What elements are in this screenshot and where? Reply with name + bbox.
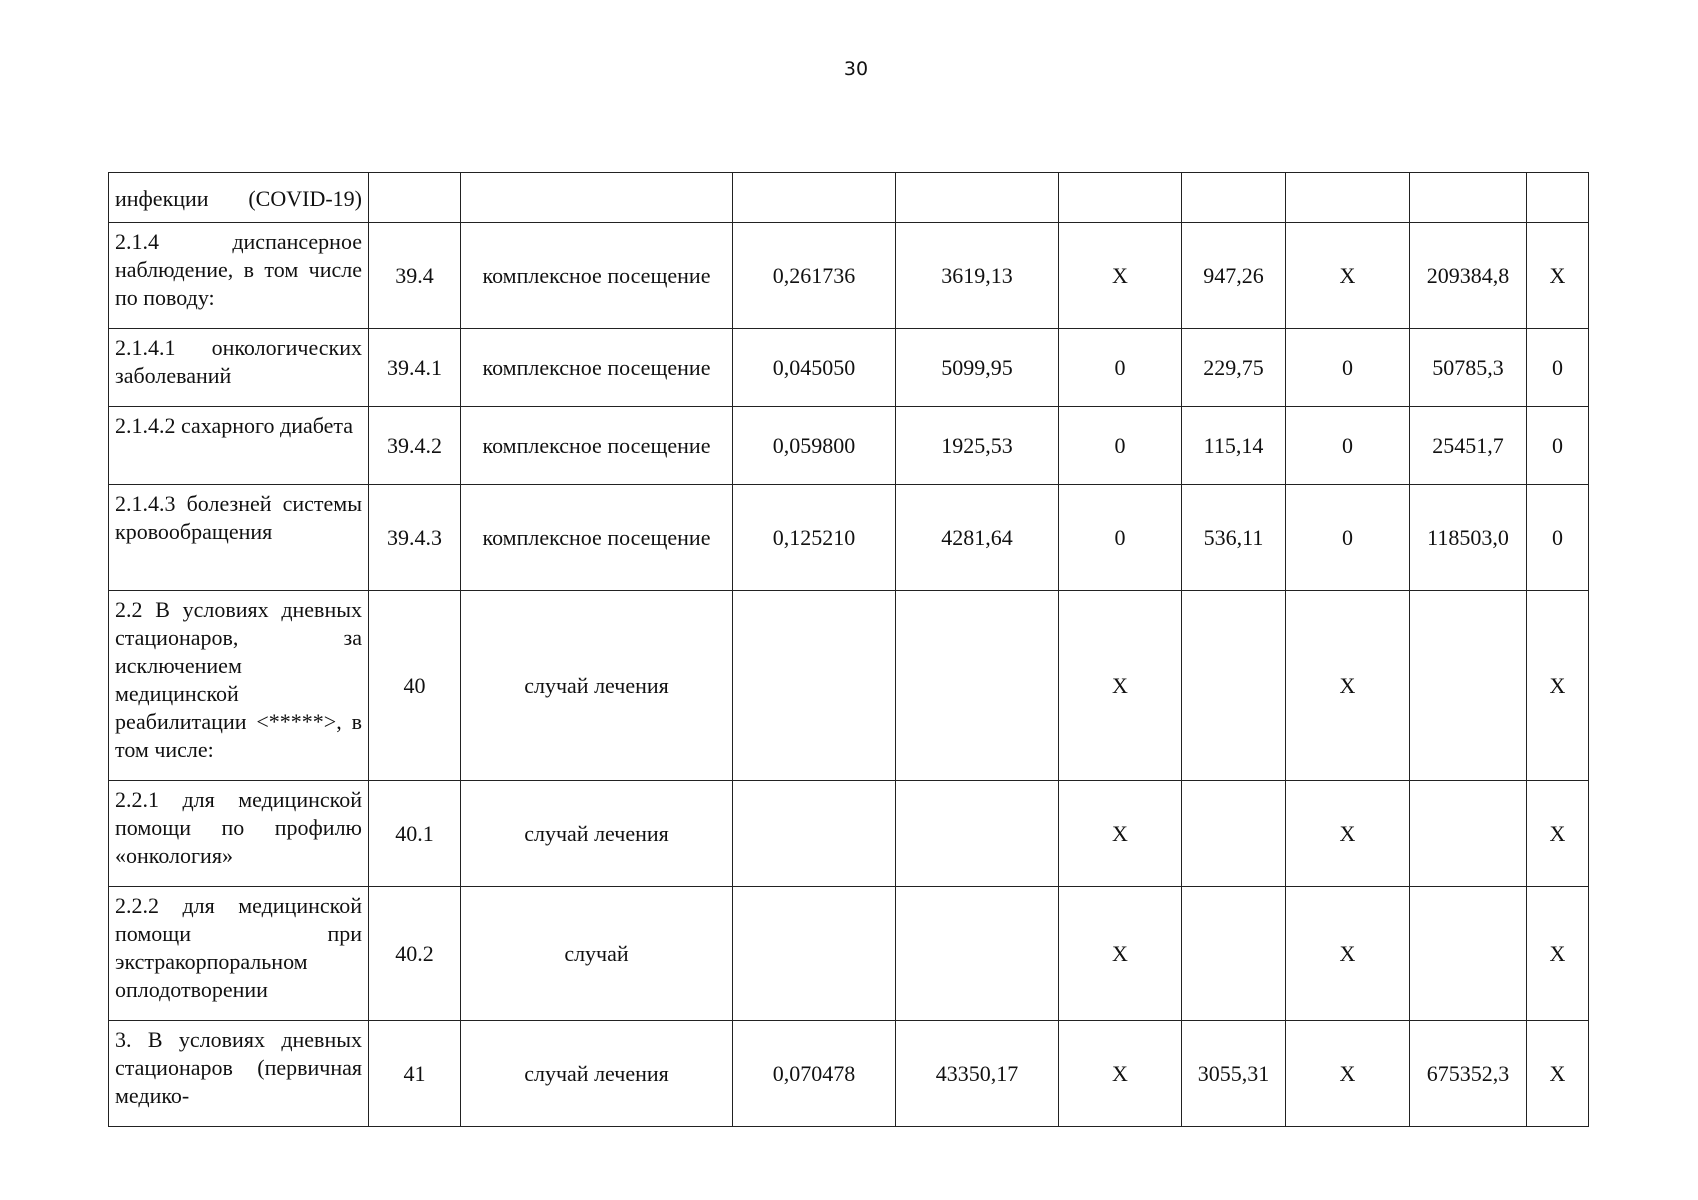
row-value-cell — [1059, 173, 1182, 223]
row-value-cell: 0 — [1059, 485, 1182, 591]
row-norm-cell: 0,045050 — [733, 329, 896, 407]
row-value-cell — [1527, 173, 1589, 223]
row-value-cell: X — [1286, 887, 1410, 1021]
row-code-cell: 39.4.2 — [369, 407, 461, 485]
row-value-cell: 3055,31 — [1182, 1021, 1286, 1127]
row-value-cell: 536,11 — [1182, 485, 1286, 591]
page-number: 30 — [843, 58, 869, 80]
row-value-cell: X — [1059, 223, 1182, 329]
medical-care-table — [108, 172, 1589, 1127]
row-unit-cell — [461, 173, 733, 223]
table-row — [109, 173, 1589, 223]
row-cost-cell: 43350,17 — [896, 1021, 1059, 1127]
row-cost-cell: 3619,13 — [896, 223, 1059, 329]
row-norm-cell — [733, 887, 896, 1021]
row-name-cell: 2.1.4.3 болезней системы кровообращения — [109, 485, 369, 591]
row-code-cell: 39.4.3 — [369, 485, 461, 591]
row-norm-cell: 0,059800 — [733, 407, 896, 485]
row-value-cell: 947,26 — [1182, 223, 1286, 329]
row-value-cell — [1410, 173, 1527, 223]
row-norm-cell: 0,261736 — [733, 223, 896, 329]
row-value-cell: X — [1059, 781, 1182, 887]
row-unit-cell: случай лечения — [461, 1021, 733, 1127]
row-value-cell — [1182, 781, 1286, 887]
row-value-cell — [1410, 781, 1527, 887]
row-unit-cell: случай лечения — [461, 781, 733, 887]
row-norm-cell — [733, 781, 896, 887]
row-value-cell: X — [1059, 887, 1182, 1021]
row-value-cell: X — [1286, 781, 1410, 887]
row-value-cell: X — [1286, 1021, 1410, 1127]
row-unit-cell: случай лечения — [461, 591, 733, 781]
row-value-cell: X — [1527, 223, 1589, 329]
row-cost-cell: 1925,53 — [896, 407, 1059, 485]
row-value-cell — [1410, 887, 1527, 1021]
row-name-cell: 2.1.4.1 онкологических заболеваний — [109, 329, 369, 407]
row-value-cell — [1182, 591, 1286, 781]
row-value-cell: X — [1059, 591, 1182, 781]
row-norm-cell — [733, 173, 896, 223]
row-value-cell: 209384,8 — [1410, 223, 1527, 329]
row-value-cell: 0 — [1286, 407, 1410, 485]
row-value-cell: 25451,7 — [1410, 407, 1527, 485]
row-unit-cell: комплексное посещение — [461, 407, 733, 485]
row-value-cell: X — [1059, 1021, 1182, 1127]
row-cost-cell: 4281,64 — [896, 485, 1059, 591]
table-row — [109, 887, 1589, 1021]
row-code-cell — [369, 173, 461, 223]
row-norm-cell: 0,125210 — [733, 485, 896, 591]
row-value-cell: X — [1286, 223, 1410, 329]
row-value-cell: 118503,0 — [1410, 485, 1527, 591]
row-value-cell: 0 — [1527, 485, 1589, 591]
row-unit-cell: комплексное посещение — [461, 223, 733, 329]
row-value-cell: X — [1286, 591, 1410, 781]
table-row — [109, 223, 1589, 329]
row-norm-cell: 0,070478 — [733, 1021, 896, 1127]
row-norm-cell — [733, 591, 896, 781]
row-value-cell — [1182, 887, 1286, 1021]
table-row — [109, 1021, 1589, 1127]
row-code-cell: 39.4 — [369, 223, 461, 329]
row-name-cell: 2.2.2 для медицинской помощи при экстракорпоральном оплодотворении — [109, 887, 369, 1021]
row-unit-cell: комплексное посещение — [461, 485, 733, 591]
row-code-cell: 41 — [369, 1021, 461, 1127]
row-unit-cell: случай — [461, 887, 733, 1021]
row-value-cell: 0 — [1527, 329, 1589, 407]
row-code-cell: 39.4.1 — [369, 329, 461, 407]
row-cost-cell — [896, 173, 1059, 223]
table-row — [109, 407, 1589, 485]
row-value-cell: X — [1527, 781, 1589, 887]
row-value-cell: X — [1527, 591, 1589, 781]
row-code-cell: 40 — [369, 591, 461, 781]
row-value-cell: 0 — [1059, 407, 1182, 485]
row-value-cell: 50785,3 — [1410, 329, 1527, 407]
table-row — [109, 781, 1589, 887]
row-value-cell: 229,75 — [1182, 329, 1286, 407]
row-name-cell: 2.2.1 для медицинской помощи по профилю «онкология» — [109, 781, 369, 887]
row-value-cell: 0 — [1286, 329, 1410, 407]
row-cost-cell — [896, 887, 1059, 1021]
row-code-cell: 40.1 — [369, 781, 461, 887]
row-value-cell: 675352,3 — [1410, 1021, 1527, 1127]
row-code-cell: 40.2 — [369, 887, 461, 1021]
row-value-cell — [1286, 173, 1410, 223]
row-value-cell — [1410, 591, 1527, 781]
row-value-cell — [1182, 173, 1286, 223]
row-value-cell: X — [1527, 887, 1589, 1021]
row-name-cell: 2.2 В условиях дневных стационаров, за исключением медицинской реабилитации <*****>, в том числе: — [109, 591, 369, 781]
row-name-cell: 2.1.4 диспансерное наблюдение, в том числе по поводу: — [109, 223, 369, 329]
row-cost-cell: 5099,95 — [896, 329, 1059, 407]
table-row — [109, 329, 1589, 407]
row-value-cell: 115,14 — [1182, 407, 1286, 485]
row-value-cell: 0 — [1286, 485, 1410, 591]
row-unit-cell: комплексное посещение — [461, 329, 733, 407]
table-row — [109, 485, 1589, 591]
row-name-cell: 3. В условиях дневных стационаров (первичная медико- — [109, 1021, 369, 1127]
row-value-cell: X — [1527, 1021, 1589, 1127]
row-value-cell: 0 — [1059, 329, 1182, 407]
row-cost-cell — [896, 781, 1059, 887]
row-cost-cell — [896, 591, 1059, 781]
row-name-cell: 2.1.4.2 сахарного диабета — [109, 407, 369, 485]
table-row — [109, 591, 1589, 781]
row-value-cell: 0 — [1527, 407, 1589, 485]
row-name-cell: инфекции (COVID-19) — [109, 173, 369, 223]
